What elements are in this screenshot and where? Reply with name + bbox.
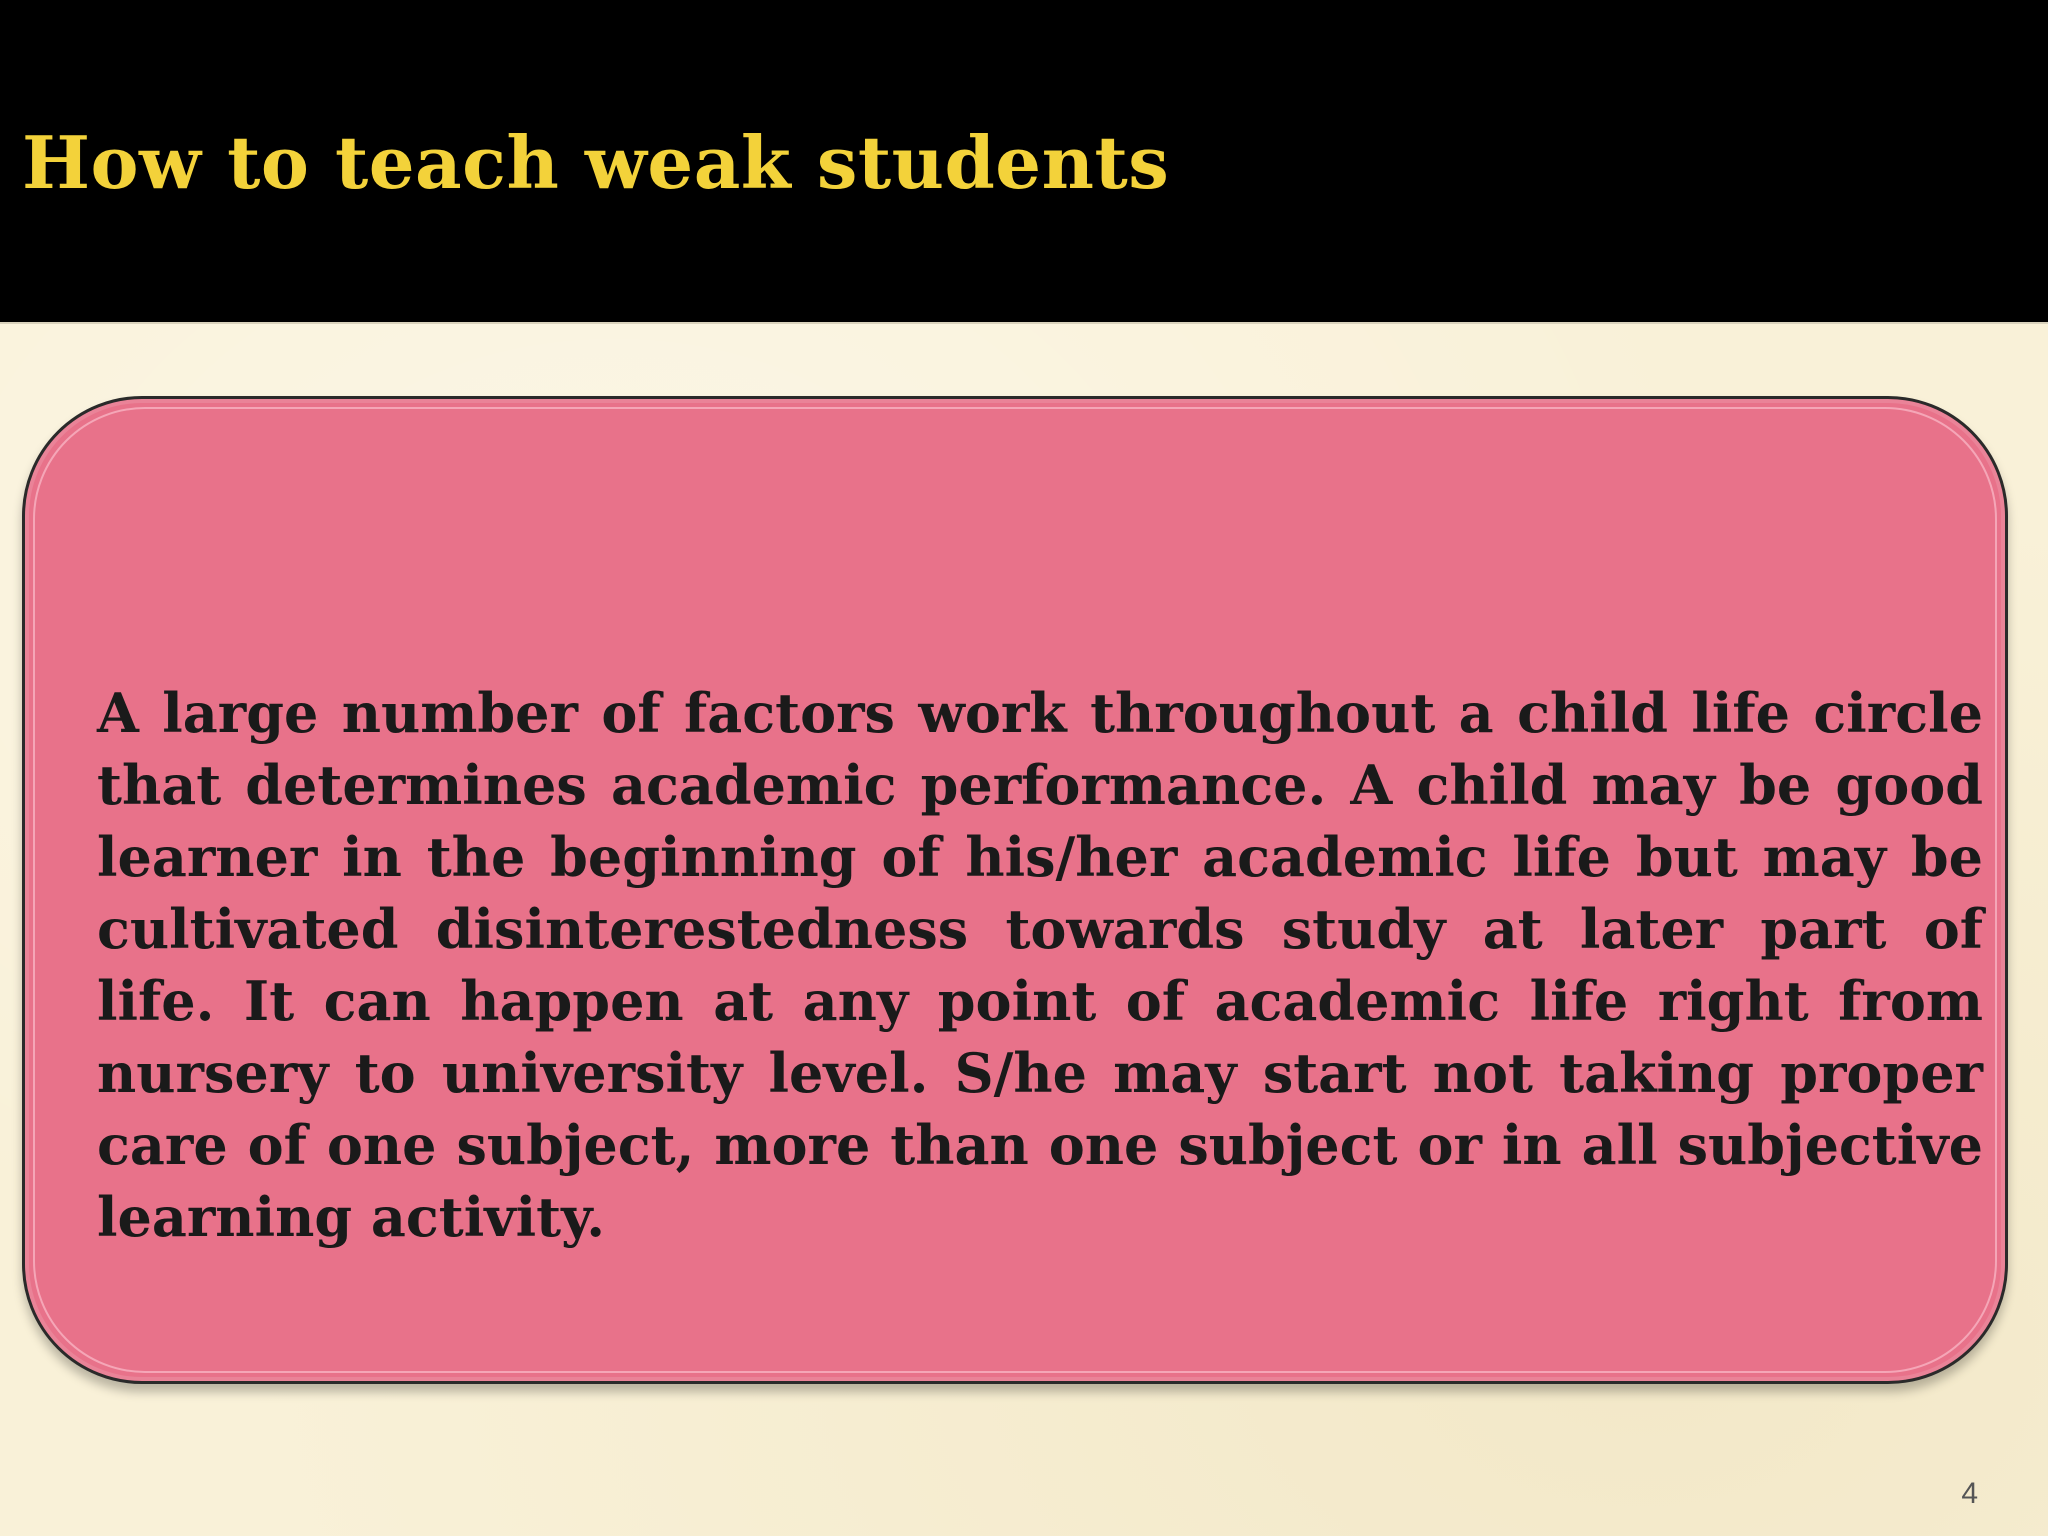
slide-title: How to teach weak students: [22, 120, 1170, 205]
title-band: [0, 0, 2048, 318]
content-area: [0, 322, 2048, 1536]
page-number: 4: [1961, 1477, 1978, 1510]
body-text: A large number of factors work throughout a child life circle that determines academic performance. A child may be good learner in the beginning of his/her academic life but may be cultivated disinterestedness towards study at later part of life. It can happen at any point of academic life right from nursery to university level. S/he may start not taking proper care of one subject, more than one subject or in all subjective learning activity.: [97, 681, 1983, 1249]
text-card: [22, 396, 2008, 1384]
